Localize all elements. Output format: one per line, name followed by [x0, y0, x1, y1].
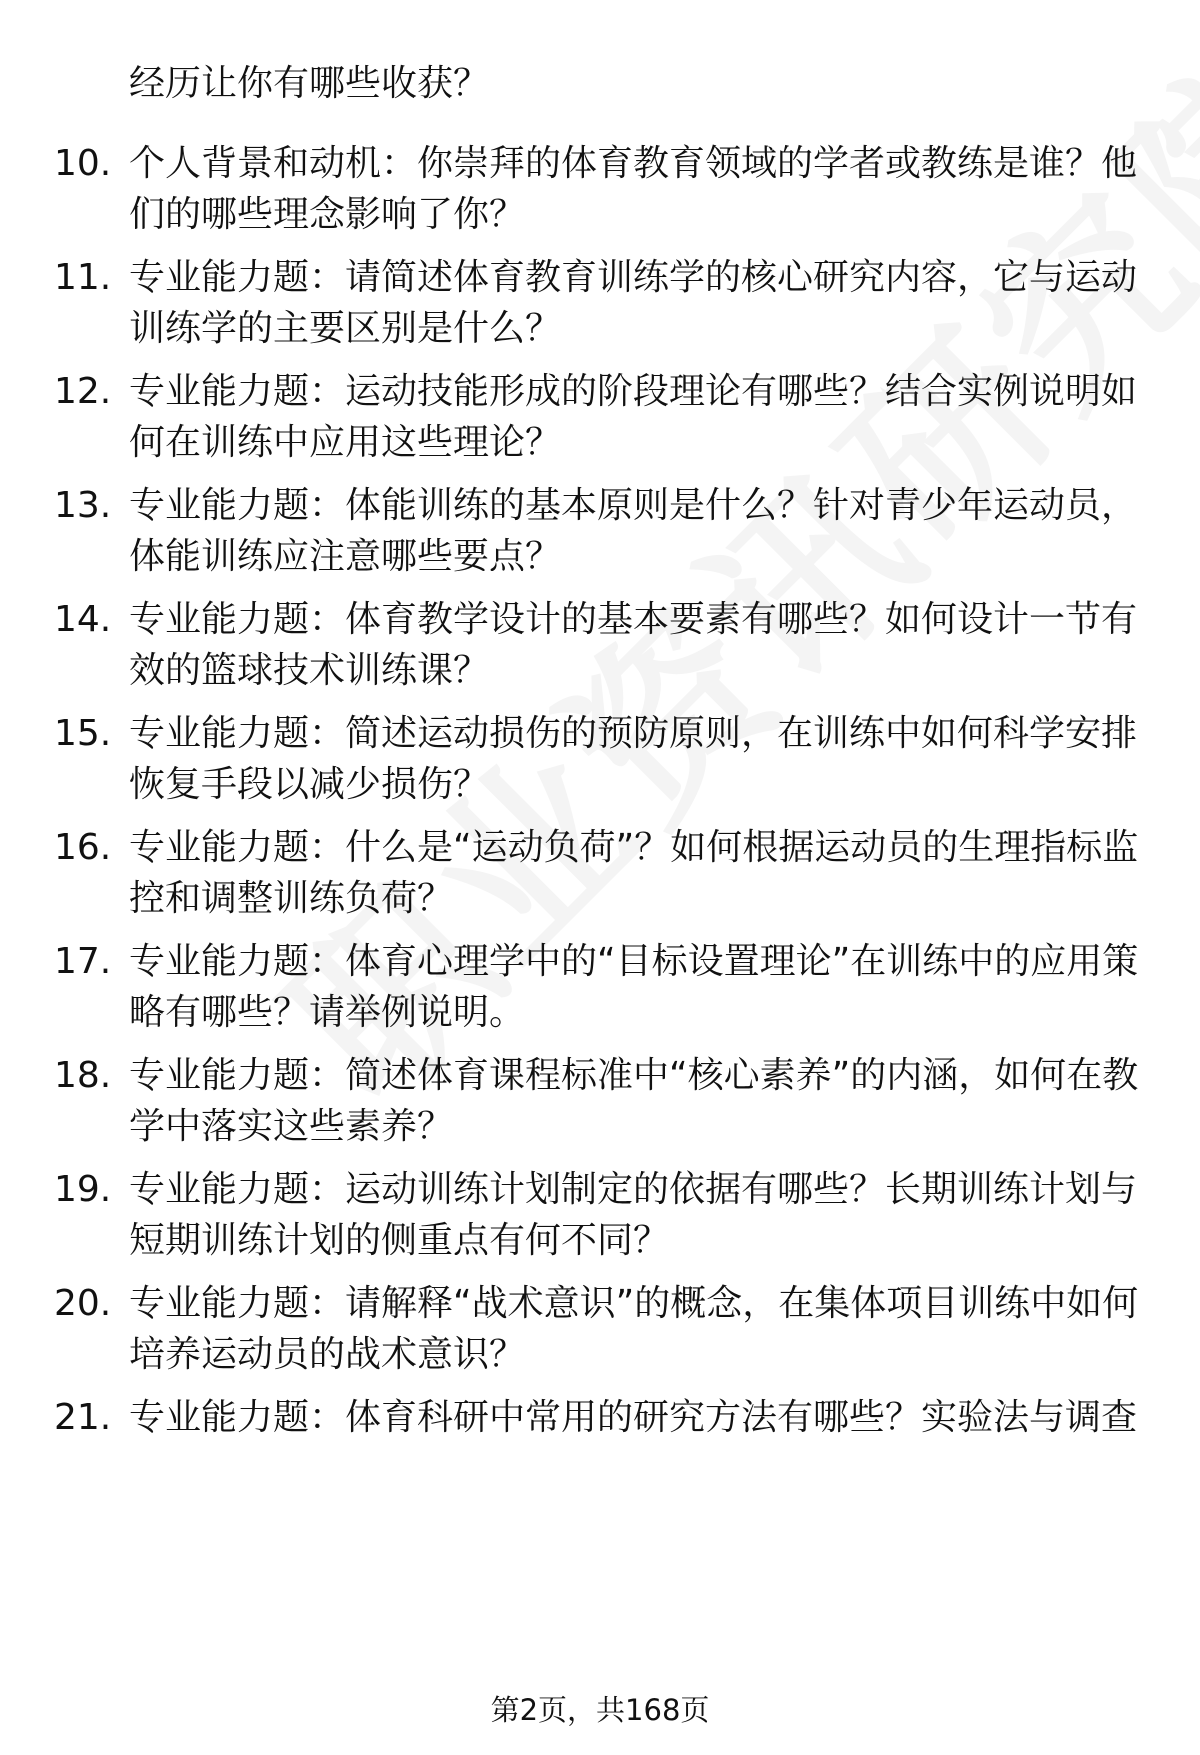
question-text: 专业能力题：体能训练的基本原则是什么？针对青少年运动员，体能训练应注意哪些要点？	[129, 485, 1138, 577]
list-item	[54, 1050, 1139, 1152]
list-item	[54, 366, 1139, 468]
question-number: 11.	[54, 257, 112, 298]
question-number: 13.	[54, 485, 112, 526]
page-footer: 第2页，共168页	[490, 1693, 710, 1727]
list-item	[54, 252, 1139, 354]
question-text: 专业能力题：请简述体育教育训练学的核心研究内容，它与运动训练学的主要区别是什么？	[129, 257, 1138, 349]
question-text: 专业能力题：体育教学设计的基本要素有哪些？如何设计一节有效的篮球技术训练课？	[129, 599, 1138, 691]
question-number: 10.	[54, 143, 112, 184]
continuation-line	[129, 58, 1139, 109]
list-item	[54, 822, 1139, 924]
continuation-text: 经历让你有哪些收获？	[129, 63, 490, 104]
list-item	[54, 1164, 1139, 1266]
list-item	[54, 138, 1139, 240]
question-number: 18.	[54, 1055, 112, 1096]
question-text: 专业能力题：请解释“战术意识”的概念，在集体项目训练中如何培养运动员的战术意识？	[129, 1283, 1139, 1375]
question-text: 专业能力题：什么是“运动负荷”？如何根据运动员的生理指标监控和调整训练负荷？	[129, 827, 1139, 919]
list-item	[54, 936, 1139, 1038]
question-text: 专业能力题：体育心理学中的“目标设置理论”在训练中的应用策略有哪些？请举例说明。	[129, 941, 1139, 1033]
list-item	[54, 594, 1139, 696]
list-item	[54, 1392, 1139, 1443]
question-text: 专业能力题：运动技能形成的阶段理论有哪些？结合实例说明如何在训练中应用这些理论？	[129, 371, 1138, 463]
question-text: 专业能力题：简述体育课程标准中“核心素养”的内涵，如何在教学中落实这些素养？	[129, 1055, 1139, 1147]
question-number: 16.	[54, 827, 112, 868]
question-number: 12.	[54, 371, 112, 412]
list-item	[54, 708, 1139, 810]
list-item	[54, 1278, 1139, 1380]
question-text: 专业能力题：运动训练计划制定的依据有哪些？长期训练计划与短期训练计划的侧重点有何不同？	[129, 1169, 1138, 1261]
question-number: 17.	[54, 941, 112, 982]
question-number: 21.	[54, 1397, 112, 1438]
question-text: 专业能力题：简述运动损伤的预防原则，在训练中如何科学安排恢复手段以减少损伤？	[129, 713, 1138, 805]
question-number: 19.	[54, 1169, 112, 1210]
question-number: 15.	[54, 713, 112, 754]
question-number: 14.	[54, 599, 112, 640]
question-text: 个人背景和动机：你崇拜的体育教育领域的学者或教练是谁？他们的哪些理念影响了你？	[129, 143, 1138, 235]
question-text: 专业能力题：体育科研中常用的研究方法有哪些？实验法与调查	[129, 1397, 1138, 1438]
list-item	[54, 480, 1139, 582]
question-number: 20.	[54, 1283, 112, 1324]
